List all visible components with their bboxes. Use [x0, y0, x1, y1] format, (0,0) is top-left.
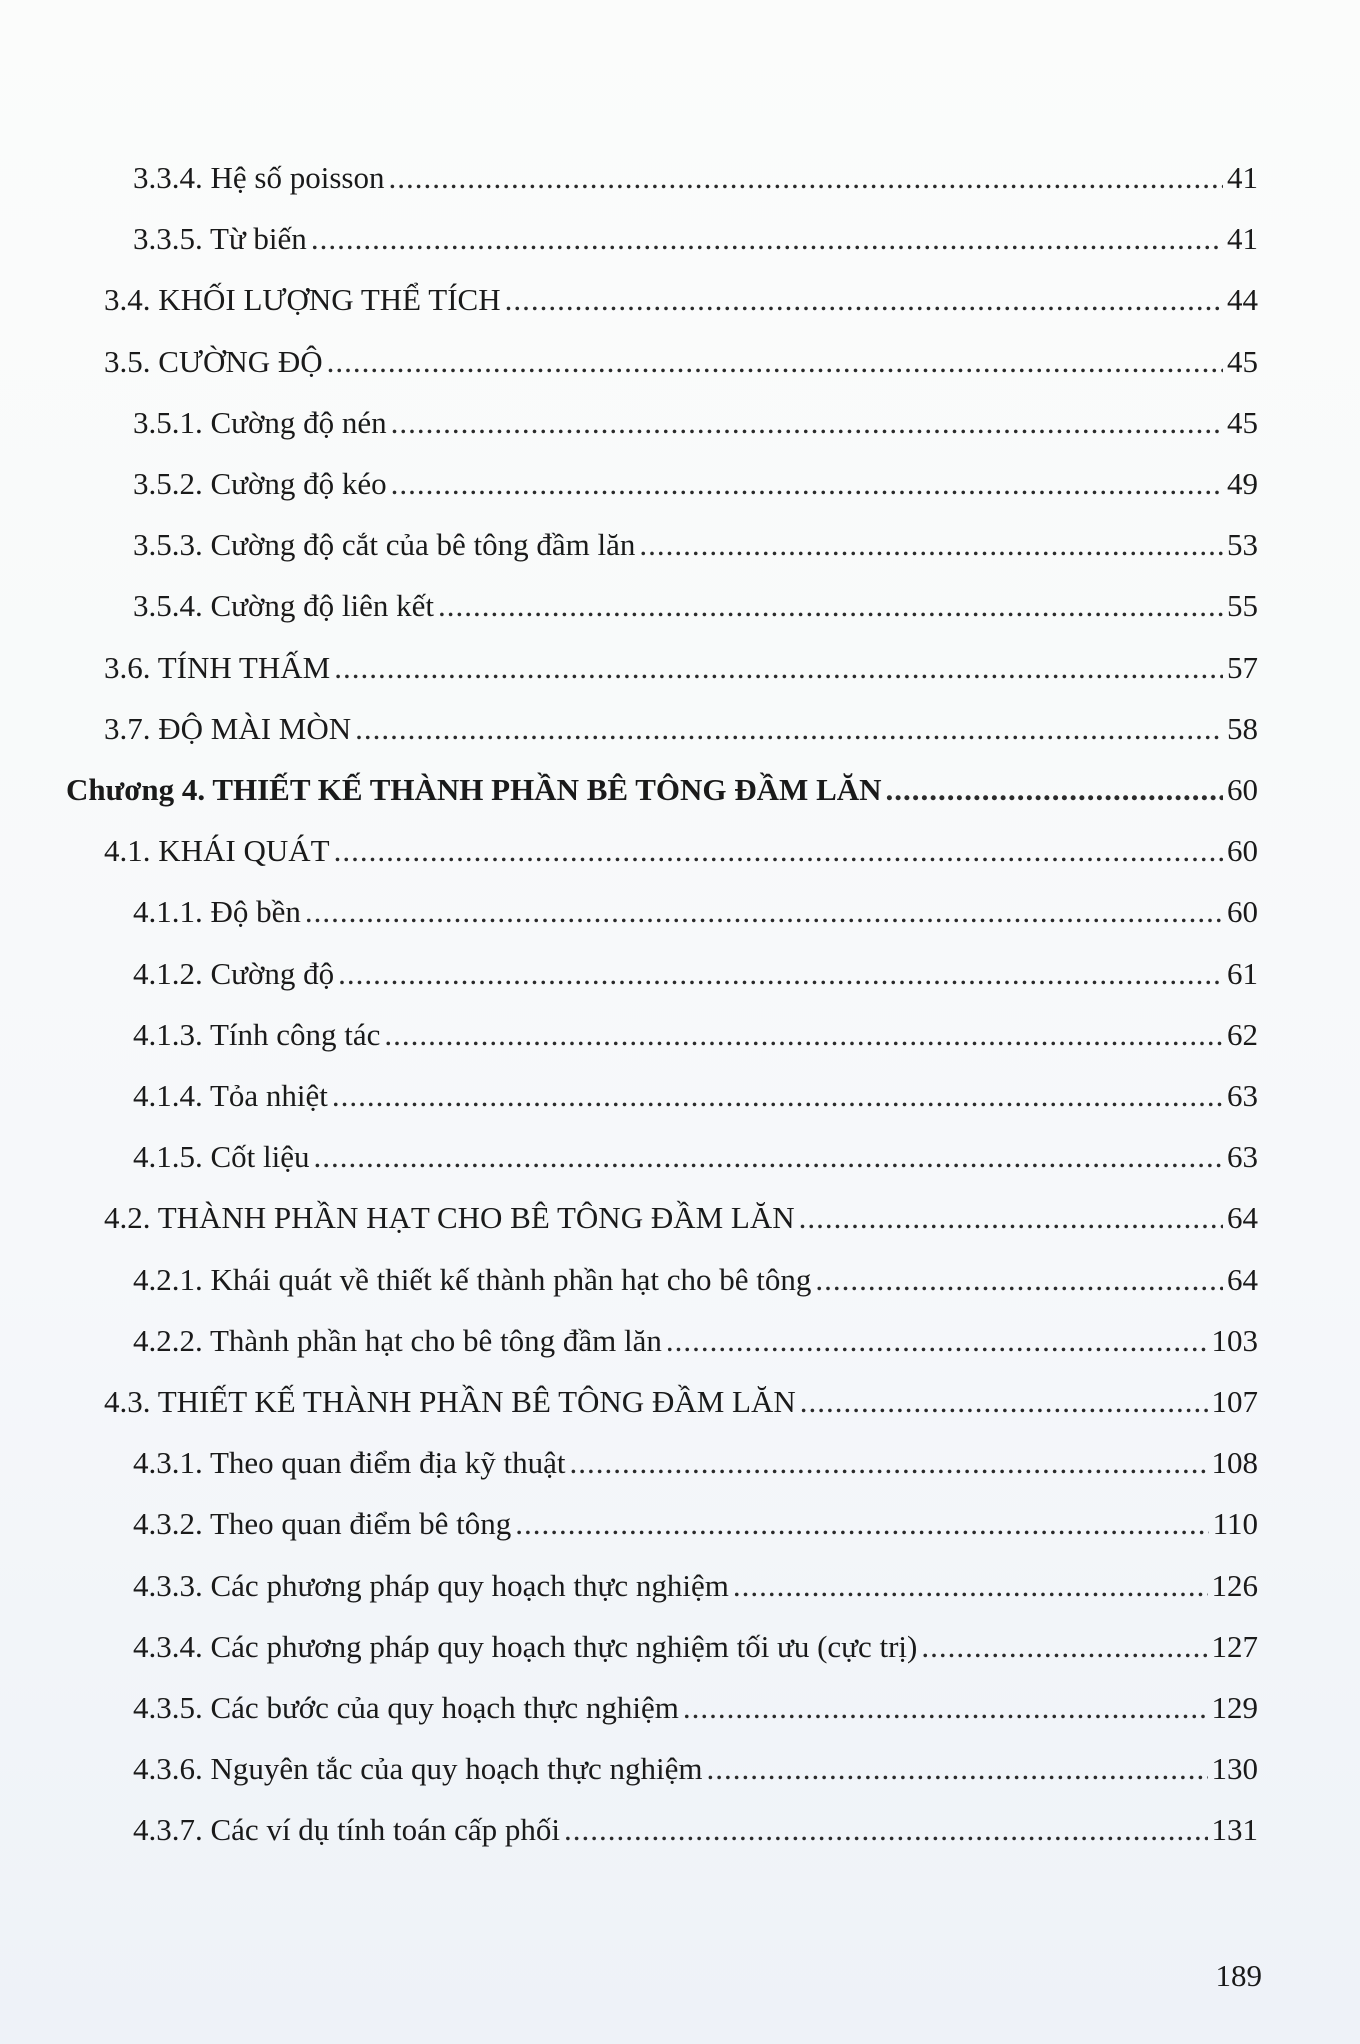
toc-entry-page: 41	[1227, 160, 1258, 195]
toc-entry-title: 4.3.5. Các bước của quy hoạch thực nghiệm	[133, 1690, 679, 1725]
toc-entry	[66, 770, 1258, 810]
toc-entry-title: 4.1. KHÁI QUÁT	[104, 833, 330, 868]
toc-entry-page: 127	[1211, 1629, 1258, 1664]
toc-entry-page: 60	[1227, 833, 1258, 868]
toc-leader-dots	[564, 1810, 1207, 1850]
toc-entry	[133, 1810, 1258, 1850]
toc-entry-page: 64	[1227, 1262, 1258, 1297]
toc-entry-page: 55	[1227, 588, 1258, 623]
toc-entry-title: Chương 4. THIẾT KẾ THÀNH PHẦN BÊ TÔNG ĐẦM LĂN	[66, 772, 882, 807]
toc-entry-page: 53	[1227, 527, 1258, 562]
toc-entry	[133, 892, 1258, 932]
toc-entry	[104, 280, 1258, 320]
toc-entry-title: 4.2. THÀNH PHẦN HẠT CHO BÊ TÔNG ĐẦM LĂN	[104, 1200, 795, 1235]
toc-entry-page: 107	[1211, 1384, 1258, 1419]
toc-entry	[104, 709, 1258, 749]
toc-entry	[133, 1627, 1258, 1667]
toc-leader-dots	[388, 158, 1223, 198]
toc-entry	[133, 464, 1258, 504]
toc-leader-dots	[338, 954, 1223, 994]
toc-leader-dots	[334, 648, 1223, 688]
toc-entry-page: 45	[1227, 405, 1258, 440]
toc-entry-page: 108	[1211, 1445, 1258, 1480]
toc-entry-title: 3.4. KHỐI LƯỢNG THỂ TÍCH	[104, 282, 501, 317]
toc-entry-title: 4.3.1. Theo quan điểm địa kỹ thuật	[133, 1445, 566, 1480]
toc-leader-dots	[515, 1504, 1208, 1544]
toc-entry-title: 4.1.5. Cốt liệu	[133, 1139, 310, 1174]
toc-entry-page: 44	[1227, 282, 1258, 317]
toc-entry-title: 4.1.3. Tính công tác	[133, 1017, 381, 1052]
toc-entry	[133, 1688, 1258, 1728]
toc-entry-page: 61	[1227, 956, 1258, 991]
toc-entry	[133, 1443, 1258, 1483]
toc-leader-dots	[391, 403, 1223, 443]
toc-entry-page: 64	[1227, 1200, 1258, 1235]
toc-leader-dots	[438, 586, 1223, 626]
toc-entry-title: 4.3. THIẾT KẾ THÀNH PHẦN BÊ TÔNG ĐẦM LĂN	[104, 1384, 796, 1419]
toc-entry	[133, 403, 1258, 443]
toc-entry	[104, 831, 1258, 871]
toc-entry	[104, 1382, 1258, 1422]
toc-entry-page: 57	[1227, 650, 1258, 685]
toc-leader-dots	[570, 1443, 1208, 1483]
toc-entry-page: 60	[1227, 894, 1258, 929]
toc-entry-title: 4.3.6. Nguyên tắc của quy hoạch thực nghiệm	[133, 1751, 703, 1786]
toc-entry	[133, 1260, 1258, 1300]
toc-entry-title: 3.3.5. Từ biến	[133, 221, 307, 256]
toc-leader-dots	[355, 709, 1223, 749]
toc-leader-dots	[305, 892, 1223, 932]
toc-entry	[133, 1137, 1258, 1177]
toc-entry-title: 4.1.2. Cường độ	[133, 956, 335, 991]
toc-entry	[133, 586, 1258, 626]
toc-entry-title: 4.1.4. Tỏa nhiệt	[133, 1078, 328, 1113]
toc-entry	[104, 648, 1258, 688]
toc-entry-page: 131	[1211, 1812, 1258, 1847]
toc-leader-dots	[391, 464, 1223, 504]
toc-entry-page: 63	[1227, 1078, 1258, 1113]
toc-entry	[133, 1566, 1258, 1606]
toc-entry-title: 3.5.1. Cường độ nén	[133, 405, 387, 440]
toc-entry-title: 4.3.4. Các phương pháp quy hoạch thực nghiệm tối ưu (cực trị)	[133, 1629, 918, 1664]
toc-entry-page: 103	[1211, 1323, 1258, 1358]
toc-leader-dots	[733, 1566, 1208, 1606]
toc-entry	[104, 342, 1258, 382]
toc-leader-dots	[505, 280, 1223, 320]
toc-entry-page: 45	[1227, 344, 1258, 379]
toc-entry-page: 49	[1227, 466, 1258, 501]
toc-entry-title: 4.3.2. Theo quan điểm bê tông	[133, 1506, 512, 1541]
toc-entry-title: 4.2.2. Thành phần hạt cho bê tông đầm lăn	[133, 1323, 662, 1358]
toc-entry	[133, 1749, 1258, 1789]
toc-entry	[133, 1015, 1258, 1055]
page-number: 189	[1215, 1958, 1262, 1993]
toc-leader-dots	[921, 1627, 1207, 1667]
toc-entry-title: 4.3.3. Các phương pháp quy hoạch thực nghiệm	[133, 1568, 729, 1603]
toc-entry-page: 126	[1211, 1568, 1258, 1603]
toc-entry	[104, 1198, 1258, 1238]
toc-entry-title: 4.3.7. Các ví dụ tính toán cấp phối	[133, 1812, 561, 1847]
toc-entry	[133, 219, 1258, 259]
toc-entry-page: 130	[1211, 1751, 1258, 1786]
toc-entry-title: 4.1.1. Độ bền	[133, 894, 301, 929]
toc-leader-dots	[314, 1137, 1223, 1177]
toc-entry-page: 58	[1227, 711, 1258, 746]
toc-leader-dots	[800, 1382, 1208, 1422]
toc-leader-dots	[706, 1749, 1207, 1789]
toc-entry-title: 3.5. CƯỜNG ĐỘ	[104, 344, 323, 379]
toc-entry-title: 4.2.1. Khái quát về thiết kế thành phần hạt cho bê tông	[133, 1262, 812, 1297]
toc-entry	[133, 1504, 1258, 1544]
toc-entry-page: 62	[1227, 1017, 1258, 1052]
toc-leader-dots	[886, 770, 1223, 810]
toc-entry	[133, 1321, 1258, 1361]
toc-leader-dots	[327, 342, 1223, 382]
toc-leader-dots	[332, 1076, 1223, 1116]
toc-entry	[133, 158, 1258, 198]
toc-entry-page: 41	[1227, 221, 1258, 256]
toc-entry-page: 129	[1211, 1690, 1258, 1725]
toc-entry-title: 3.7. ĐỘ MÀI MÒN	[104, 711, 352, 746]
toc-entry-title: 3.5.2. Cường độ kéo	[133, 466, 387, 501]
toc-entry	[133, 525, 1258, 565]
toc-entry	[133, 1076, 1258, 1116]
toc-leader-dots	[815, 1260, 1223, 1300]
toc-entry-title: 3.6. TÍNH THẤM	[104, 650, 331, 685]
toc-leader-dots	[666, 1321, 1208, 1361]
toc-leader-dots	[311, 219, 1223, 259]
toc-leader-dots	[799, 1198, 1223, 1238]
toc-entry-title: 3.5.4. Cường độ liên kết	[133, 588, 434, 623]
toc-entry-page: 110	[1212, 1506, 1258, 1541]
toc-leader-dots	[384, 1015, 1223, 1055]
toc-entry-page: 63	[1227, 1139, 1258, 1174]
toc-leader-dots	[683, 1688, 1208, 1728]
toc-entry	[133, 954, 1258, 994]
toc-leader-dots	[334, 831, 1223, 871]
toc-entry-title: 3.5.3. Cường độ cắt của bê tông đầm lăn	[133, 527, 636, 562]
toc-leader-dots	[639, 525, 1223, 565]
toc-entry-title: 3.3.4. Hệ số poisson	[133, 160, 385, 195]
toc-entry-page: 60	[1227, 772, 1258, 807]
